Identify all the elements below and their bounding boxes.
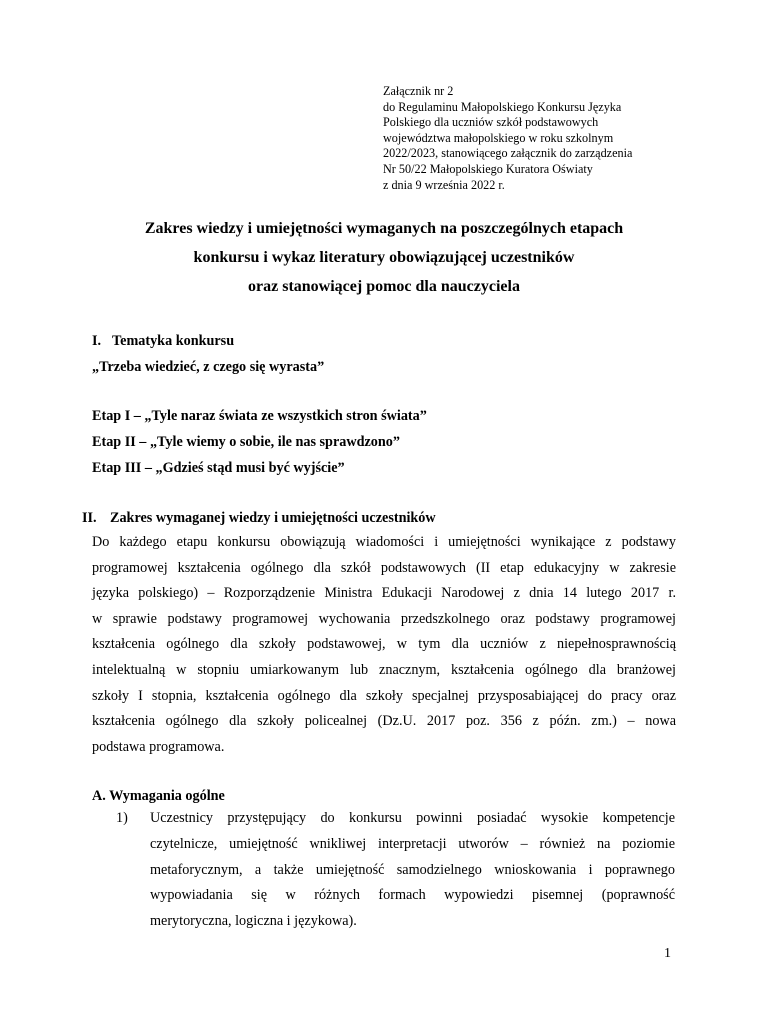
paragraph-line: szkoły I stopnia, kształcenia ogólnego dla szkoły specjalnej przysposabiającej do pracy oraz: [92, 687, 676, 704]
paragraph-line: intelektualną w stopniu umiarkowanym lub znacznym, kształcenia ogólnego dla branżowej: [92, 661, 676, 678]
paragraph-line: programowej kształcenia ogólnego dla szkół podstawowych (II etap edukacyjny w zakresie: [92, 559, 676, 576]
annex-line: województwa małopolskiego w roku szkolnym: [383, 130, 614, 145]
list-item-line: czytelnicze, umiejętność wnikliwej interpretacji utworów – również na poziomie: [150, 835, 675, 852]
stage-1: Etap I – „Tyle naraz świata ze wszystkich stron świata”: [92, 408, 427, 424]
list-item-line: wypowiadania się w różnych formach wypowiedzi pisemnej (poprawność: [150, 887, 675, 904]
paragraph-line: Do każdego etapu konkursu obowiązują wiadomości i umiejętności wynikające z podstawy: [92, 534, 676, 550]
annex-line: Polskiego dla uczniów szkół podstawowych: [383, 115, 599, 130]
stage-2: Etap II – „Tyle wiemy o sobie, ile nas sprawdzono”: [92, 434, 400, 450]
paragraph-line: w sprawie podstawy programowej wychowania przedszkolnego oraz podstawy programowej: [92, 610, 676, 627]
annex-line: do Regulaminu Małopolskiego Konkursu Języka: [383, 99, 622, 114]
section-1-motto: „Trzeba wiedzieć, z czego się wyrasta”: [92, 359, 325, 375]
annex-line: Załącznik nr 2: [383, 84, 454, 98]
annex-line: Nr 50/22 Małopolskiego Kuratora Oświaty: [383, 161, 593, 176]
title-line: Zakres wiedzy i umiejętności wymaganych na poszczególnych etapach: [144, 220, 624, 237]
paragraph-line: kształcenia ogólnego dla szkoły policealnej (Dz.U. 2017 poz. 356 z późn. zm.) – nowa: [92, 713, 676, 730]
section-2-paragraph: [92, 530, 676, 760]
list-item-line: metaforycznym, a także umiejętność samodzielnego wnioskowania i poprawnego: [150, 861, 675, 878]
page-number: 1: [664, 946, 671, 961]
title-line: konkursu i wykaz literatury obowiązującej uczestników: [193, 249, 575, 266]
annex-header: [383, 84, 683, 193]
list-item-number: 1): [116, 810, 128, 826]
title-line: oraz stanowiącej pomoc dla nauczyciela: [248, 278, 520, 295]
list-item-line: Uczestnicy przystępujący do konkursu powinni posiadać wysokie kompetencje: [150, 810, 675, 826]
list-item-line: merytoryczna, logiczna i językowa).: [150, 913, 357, 930]
document-title: [60, 214, 708, 301]
stage-3: Etap III – „Gdzieś stąd musi być wyjście”: [92, 460, 345, 476]
section-1-heading: [92, 332, 234, 350]
paragraph-line: podstawa programowa.: [92, 738, 225, 755]
section-2-title: Zakres wymaganej wiedzy i umiejętności uczestników: [110, 510, 436, 526]
section-1-number: I.: [92, 333, 102, 349]
list-item-text: [150, 806, 675, 935]
annex-line: z dnia 9 września 2022 r.: [383, 177, 505, 192]
paragraph-line: języka polskiego) – Rozporządzenie Ministra Edukacji Narodowej z dnia 14 lutego 2017 r.: [92, 585, 676, 602]
paragraph-line: kształcenia ogólnego dla szkoły podstawowej, w tym dla uczniów z niepełnosprawnością: [92, 636, 676, 653]
subsection-a-heading: A. Wymagania ogólne: [92, 788, 225, 804]
section-2-heading: [82, 509, 436, 527]
annex-line: 2022/2023, stanowiącego załącznik do zarządzenia: [383, 146, 633, 161]
section-2-number: II.: [82, 510, 97, 526]
section-1-title: Tematyka konkursu: [112, 333, 235, 349]
